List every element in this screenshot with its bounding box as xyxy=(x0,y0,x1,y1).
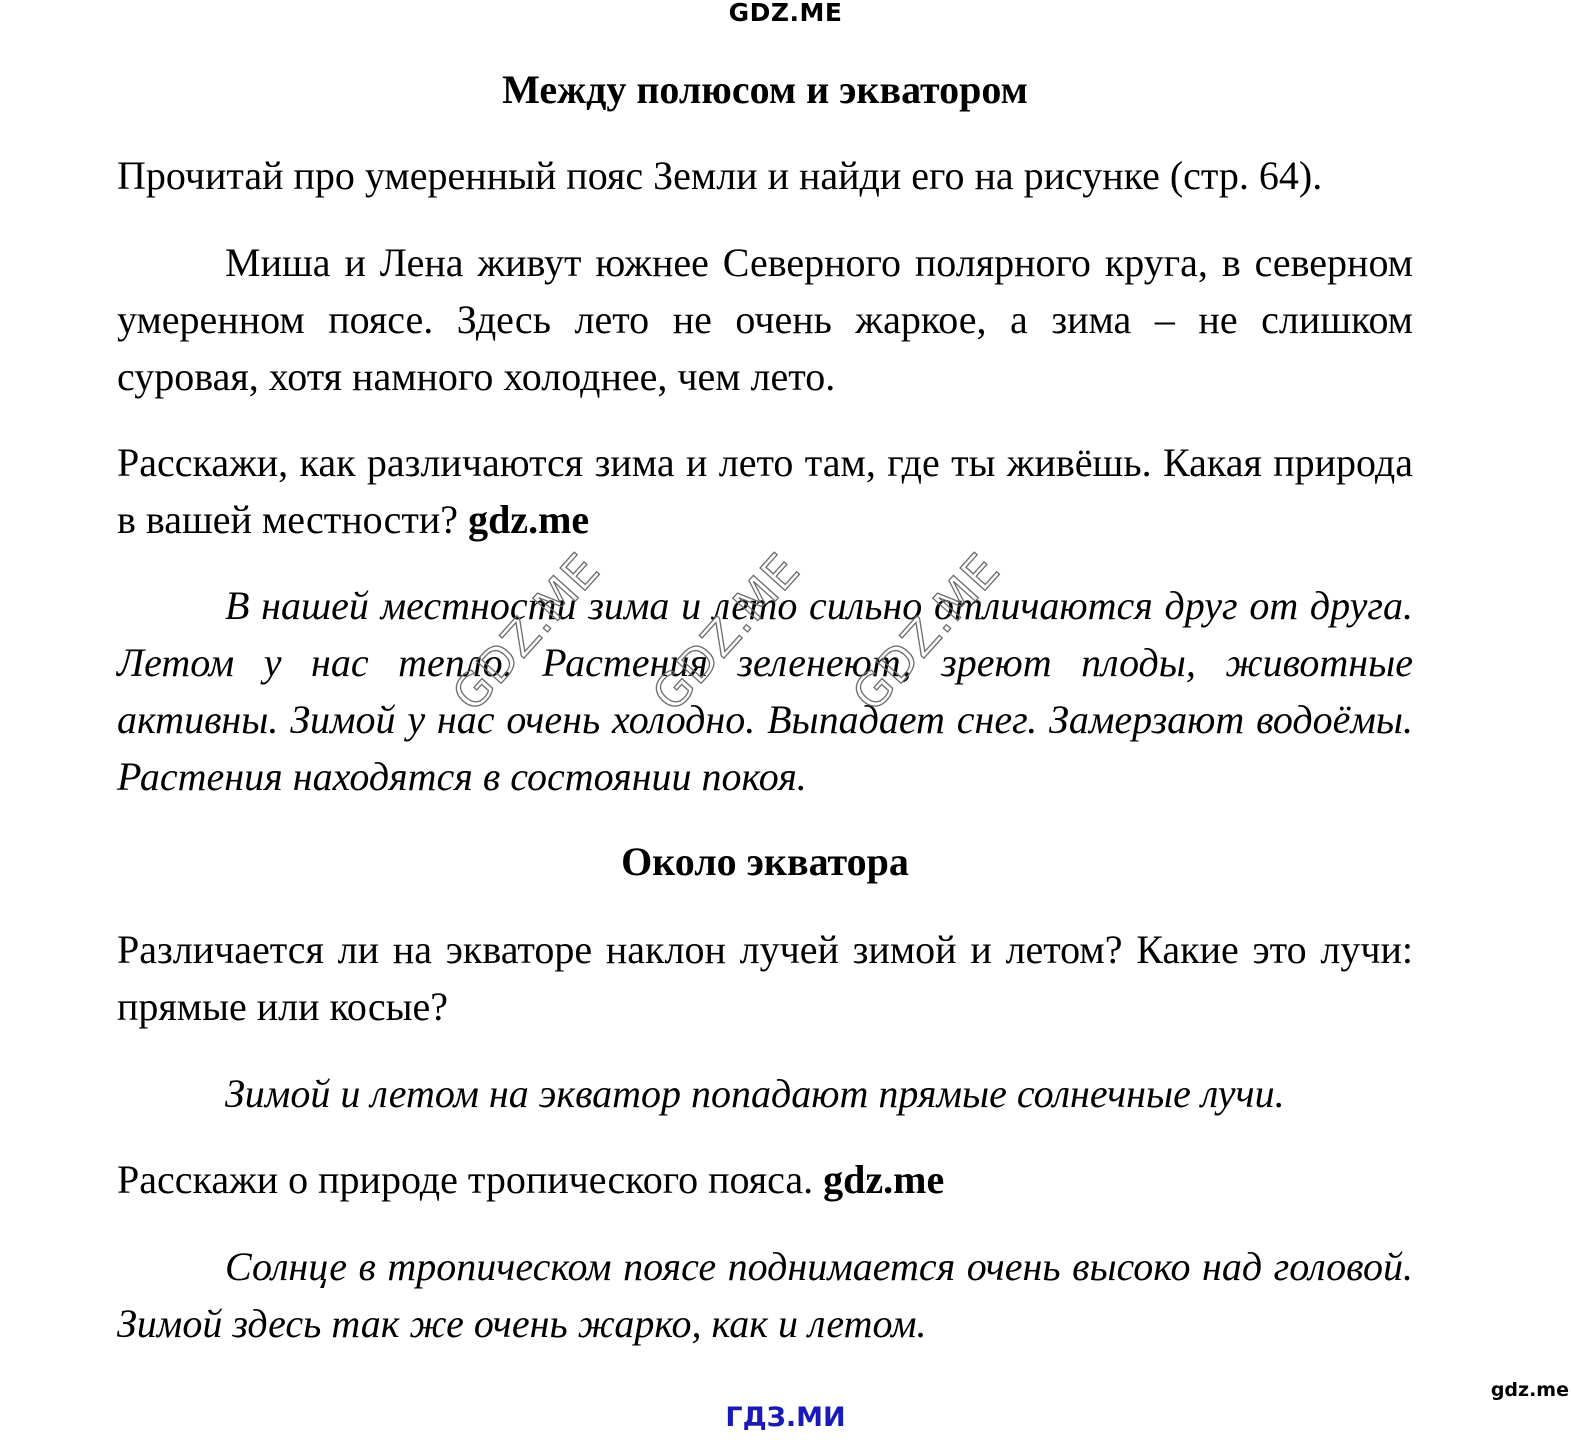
document-page xyxy=(117,0,1413,1440)
task-winter-summer-text: Расскажи, как различаются зима и лето там, где ты живёшь. Какая природа в вашей местности? xyxy=(117,440,1413,542)
brand-mark: gdz.me xyxy=(823,1157,945,1202)
answer-equator-rays: Зимой и летом на экватор попадают прямые солнечные лучи. xyxy=(225,1071,1285,1116)
site-footer-link[interactable]: ГДЗ.МИ xyxy=(725,1402,846,1433)
section-title-temperate: Между полюсом и экватором xyxy=(502,67,1028,112)
task-tropical-nature xyxy=(117,1151,1413,1208)
brand-mark: gdz.me xyxy=(468,497,590,542)
task-equator-rays: Различается ли на экваторе наклон лучей зимой и летом? Какие это лучи: прямые или косые? xyxy=(117,927,1413,1029)
site-header-label: GDZ.ME xyxy=(728,0,843,27)
watermark-stamp: GDZ.ME xyxy=(841,542,1011,722)
task-winter-summer xyxy=(117,434,1413,548)
section-title-equator: Около экватора xyxy=(621,839,909,884)
answer-tropical-nature: Солнце в тропическом поясе поднимается очень высоко над головой. Зимой здесь так же очень жарко, как и летом. xyxy=(117,1244,1413,1346)
watermark-stamp: GDZ.ME xyxy=(641,542,811,722)
text-temperate-description: Миша и Лена живут южнее Северного полярного круга, в северном умеренном поясе. Здесь лето не очень жаркое, а зима – не слишком суровая, хотя намного холоднее, чем лето. xyxy=(117,240,1413,399)
side-site-label: gdz.me xyxy=(1490,1379,1569,1401)
answer-local-nature: В нашей местности зима и лето сильно отличаются друг от друга. Летом у нас тепло. Растения зеленеют, зреют плоды, животные активны. Зимой у нас очень холодно. Выпадает снег. Замерзают водоёмы. Растения находятся в состоянии покоя. xyxy=(117,583,1413,799)
task-temperate-read: Прочитай про умеренный пояс Земли и найди его на рисунке (стр. 64). xyxy=(117,153,1323,198)
watermark-stamp: GDZ.ME xyxy=(441,542,611,722)
task-tropical-nature-text: Расскажи о природе тропического пояса. xyxy=(117,1157,814,1202)
